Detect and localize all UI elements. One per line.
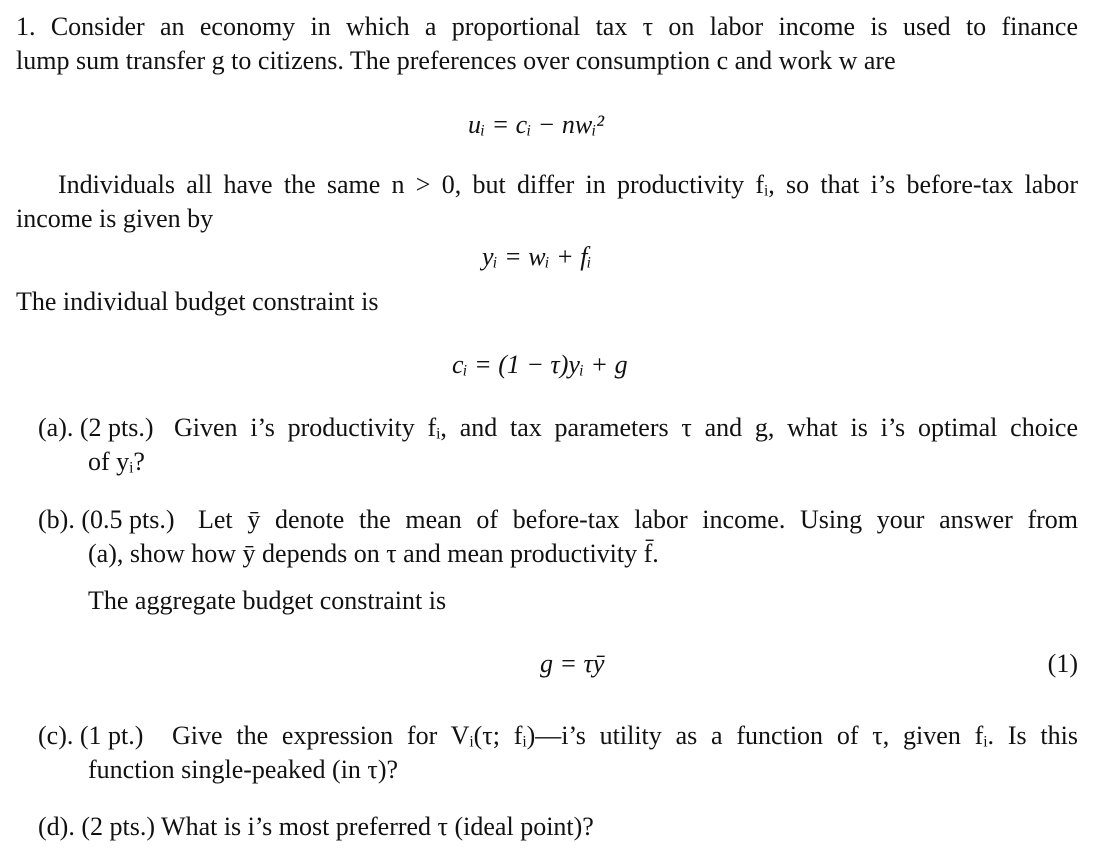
intro-line-2: lump sum transfer g to citizens. The preferences over consumption c and work w are (16, 46, 896, 75)
income-equation: yᵢ = wᵢ + fᵢ (482, 242, 592, 271)
question-a-points: (2 pts.) (79, 413, 154, 442)
question-a-text-1: Given i’s productivity fᵢ, and tax parameters τ and g, what is i’s optimal choice (174, 413, 1078, 442)
question-b-text-2: (a), show how ȳ depends on τ and mean productivity f̄. (88, 539, 659, 568)
question-c-points: (1 pt.) (79, 721, 144, 750)
question-a-label: (a). (38, 413, 74, 442)
question-d-label: (d). (38, 812, 75, 841)
question-a-text-2: of yᵢ? (88, 447, 145, 476)
productivity-line-2: income is given by (16, 204, 214, 233)
question-b-label: (b). (38, 505, 75, 534)
productivity-line-1: Individuals all have the same n > 0, but differ in productivity fᵢ, so that i’s before-tax labor (58, 170, 1078, 199)
question-d-points: (2 pts.) (81, 812, 155, 841)
intro-line-1: 1. Consider an economy in which a proportional tax τ on labor income is used to finance (16, 12, 1078, 41)
question-c-text-1: Give the expression for Vᵢ(τ; fᵢ)—i’s utility as a function of τ, given fᵢ. Is this (172, 721, 1078, 750)
aggregate-equation: g = τȳ (540, 649, 605, 678)
question-b-text-1: Let ȳ denote the mean of before-tax labor income. Using your answer from (198, 505, 1078, 534)
question-b-points: (0.5 pts.) (81, 505, 175, 534)
budget-equation: cᵢ = (1 − τ)yᵢ + g (452, 350, 628, 379)
aggregate-constraint-intro: The aggregate budget constraint is (88, 586, 447, 615)
question-c-label: (c). (38, 721, 74, 750)
equation-number: (1) (1047, 649, 1078, 678)
question-d-text-1: What is i’s most preferred τ (ideal point)? (161, 812, 594, 841)
question-c-text-2: function single-peaked (in τ)? (88, 755, 399, 784)
utility-equation: uᵢ = cᵢ − nwᵢ² (468, 110, 605, 139)
budget-constraint-intro: The individual budget constraint is (16, 287, 379, 316)
